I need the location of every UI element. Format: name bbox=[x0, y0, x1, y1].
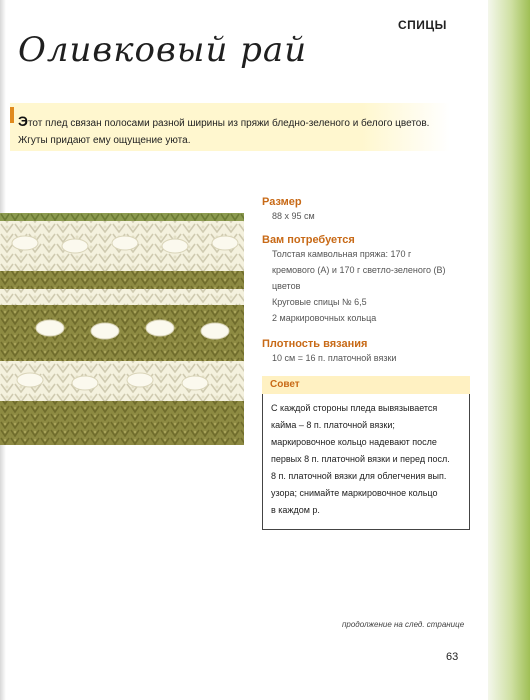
intro-drop-letter: Э bbox=[18, 113, 28, 129]
tip-line: узора; снимайте маркировочное кольцо bbox=[271, 488, 438, 498]
intro-accent-bar bbox=[10, 107, 14, 123]
materials-line: кремового (А) и 170 г светло-зеленого (В) bbox=[272, 265, 446, 275]
tip-line: в каждом р. bbox=[271, 505, 320, 515]
materials-heading: Вам потребуется bbox=[262, 234, 355, 246]
materials-line: Круговые спицы № 6,5 bbox=[272, 297, 367, 307]
intro-line-2: Жгуты придают ему ощущение уюта. bbox=[18, 135, 191, 146]
specs-panel bbox=[262, 196, 482, 366]
tip-line: первых 8 п. платочной вязки и перед посл. bbox=[271, 454, 450, 464]
page-title: Оливковый рай bbox=[18, 30, 308, 70]
green-page-edge bbox=[488, 0, 530, 700]
gauge-value: 10 см = 16 п. платочной вязки bbox=[272, 353, 397, 363]
intro-line-1: тот плед связан полосами разной ширины из пряжи бледно-зеленого и белого цветов. bbox=[27, 118, 430, 129]
tip-body bbox=[262, 394, 470, 530]
tip-line: маркировочное кольцо надевают после bbox=[271, 437, 437, 447]
size-heading: Размер bbox=[262, 196, 302, 208]
section-label: СПИЦЫ bbox=[398, 18, 447, 32]
tip-line: кайма – 8 п. платочной вязки; bbox=[271, 420, 395, 430]
knitted-swatch-photo bbox=[0, 213, 244, 445]
materials-line: цветов bbox=[272, 281, 301, 291]
size-value: 88 х 95 см bbox=[272, 211, 315, 221]
tip-box bbox=[262, 376, 470, 530]
tip-header bbox=[262, 376, 470, 394]
gauge-heading: Плотность вязания bbox=[262, 338, 368, 350]
tip-line: 8 п. платочной вязки для облегчения вып. bbox=[271, 471, 447, 481]
materials-line: Толстая камвольная пряжа: 170 г bbox=[272, 249, 412, 259]
materials-line: 2 маркировочных кольца bbox=[272, 313, 377, 323]
tip-label: Совет bbox=[270, 379, 300, 390]
intro-text bbox=[18, 113, 438, 149]
continued-note: продолжение на след. странице bbox=[342, 620, 465, 629]
page-number: 63 bbox=[446, 651, 459, 663]
tip-line: С каждой стороны пледа вывязывается bbox=[271, 403, 438, 413]
